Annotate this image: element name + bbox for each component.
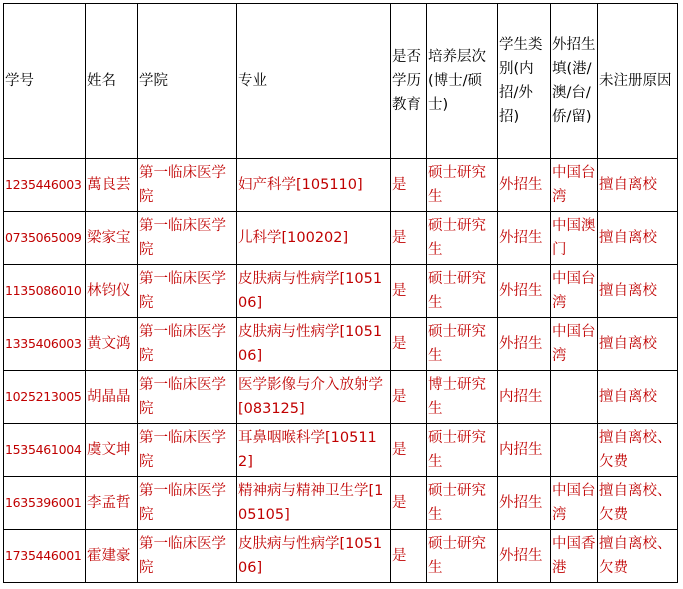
header-origin-region: 外招生填(港/澳/台/侨/留) [551, 4, 598, 159]
header-degree-education: 是否学历教育 [391, 4, 427, 159]
training-level-cell: 硕士研究生 [427, 424, 498, 477]
major-cell: 医学影像与介入放射学[083125] [237, 371, 391, 424]
degree-education-cell: 是 [391, 371, 427, 424]
header-student-category: 学生类别(内招/外招) [498, 4, 551, 159]
student-id-cell: 1635396001 [4, 477, 86, 530]
header-college: 学院 [138, 4, 237, 159]
origin-region-cell [551, 424, 598, 477]
student-category-cell: 内招生 [498, 424, 551, 477]
college-cell: 第一临床医学院 [138, 318, 237, 371]
student-id-cell: 1535461004 [4, 424, 86, 477]
training-level-cell: 博士研究生 [427, 371, 498, 424]
name-cell: 黄文鸿 [86, 318, 138, 371]
college-cell: 第一临床医学院 [138, 371, 237, 424]
header-unregistered-reason: 未注册原因 [598, 4, 678, 159]
major-cell: 皮肤病与性病学[105106] [237, 530, 391, 583]
unregistered-reason-cell: 擅自离校 [598, 265, 678, 318]
student-category-cell: 外招生 [498, 159, 551, 212]
table-row [4, 159, 678, 212]
degree-education-cell: 是 [391, 477, 427, 530]
student-registration-table [3, 3, 678, 583]
college-cell: 第一临床医学院 [138, 265, 237, 318]
degree-education-cell: 是 [391, 424, 427, 477]
student-id-cell: 1235446003 [4, 159, 86, 212]
origin-region-cell: 中国台湾 [551, 477, 598, 530]
college-cell: 第一临床医学院 [138, 212, 237, 265]
student-id-cell: 1735446001 [4, 530, 86, 583]
student-category-cell: 外招生 [498, 212, 551, 265]
college-cell: 第一临床医学院 [138, 159, 237, 212]
name-cell: 虞文坤 [86, 424, 138, 477]
table-row [4, 424, 678, 477]
header-major: 专业 [237, 4, 391, 159]
header-training-level: 培养层次(博士/硕士) [427, 4, 498, 159]
unregistered-reason-cell: 擅自离校、欠费 [598, 477, 678, 530]
header-student-id: 学号 [4, 4, 86, 159]
student-category-cell: 外招生 [498, 530, 551, 583]
major-cell: 耳鼻咽喉科学[105112] [237, 424, 391, 477]
training-level-cell: 硕士研究生 [427, 159, 498, 212]
unregistered-reason-cell: 擅自离校 [598, 159, 678, 212]
unregistered-reason-cell: 擅自离校、欠费 [598, 530, 678, 583]
table-row [4, 212, 678, 265]
degree-education-cell: 是 [391, 159, 427, 212]
unregistered-reason-cell: 擅自离校 [598, 371, 678, 424]
name-cell: 梁家宝 [86, 212, 138, 265]
major-cell: 皮肤病与性病学[105106] [237, 265, 391, 318]
student-id-cell: 1135086010 [4, 265, 86, 318]
training-level-cell: 硕士研究生 [427, 530, 498, 583]
major-cell: 妇产科学[105110] [237, 159, 391, 212]
college-cell: 第一临床医学院 [138, 477, 237, 530]
degree-education-cell: 是 [391, 212, 427, 265]
degree-education-cell: 是 [391, 530, 427, 583]
table-header-row [4, 4, 678, 159]
name-cell: 萬良芸 [86, 159, 138, 212]
unregistered-reason-cell: 擅自离校 [598, 318, 678, 371]
major-cell: 皮肤病与性病学[105106] [237, 318, 391, 371]
name-cell: 林钧仪 [86, 265, 138, 318]
name-cell: 霍建豪 [86, 530, 138, 583]
origin-region-cell: 中国香港 [551, 530, 598, 583]
table-row [4, 477, 678, 530]
student-category-cell: 外招生 [498, 318, 551, 371]
unregistered-reason-cell: 擅自离校、欠费 [598, 424, 678, 477]
training-level-cell: 硕士研究生 [427, 212, 498, 265]
name-cell: 李孟哲 [86, 477, 138, 530]
unregistered-reason-cell: 擅自离校 [598, 212, 678, 265]
degree-education-cell: 是 [391, 318, 427, 371]
table-row [4, 318, 678, 371]
major-cell: 精神病与精神卫生学[105105] [237, 477, 391, 530]
student-id-cell: 1025213005 [4, 371, 86, 424]
origin-region-cell: 中国台湾 [551, 318, 598, 371]
training-level-cell: 硕士研究生 [427, 318, 498, 371]
origin-region-cell: 中国澳门 [551, 212, 598, 265]
table-row [4, 530, 678, 583]
student-category-cell: 内招生 [498, 371, 551, 424]
training-level-cell: 硕士研究生 [427, 477, 498, 530]
header-name: 姓名 [86, 4, 138, 159]
origin-region-cell: 中国台湾 [551, 265, 598, 318]
student-id-cell: 0735065009 [4, 212, 86, 265]
origin-region-cell: 中国台湾 [551, 159, 598, 212]
name-cell: 胡晶晶 [86, 371, 138, 424]
major-cell: 儿科学[100202] [237, 212, 391, 265]
training-level-cell: 硕士研究生 [427, 265, 498, 318]
student-category-cell: 外招生 [498, 265, 551, 318]
college-cell: 第一临床医学院 [138, 530, 237, 583]
college-cell: 第一临床医学院 [138, 424, 237, 477]
student-id-cell: 1335406003 [4, 318, 86, 371]
degree-education-cell: 是 [391, 265, 427, 318]
table-row [4, 265, 678, 318]
table-row [4, 371, 678, 424]
student-category-cell: 外招生 [498, 477, 551, 530]
origin-region-cell [551, 371, 598, 424]
